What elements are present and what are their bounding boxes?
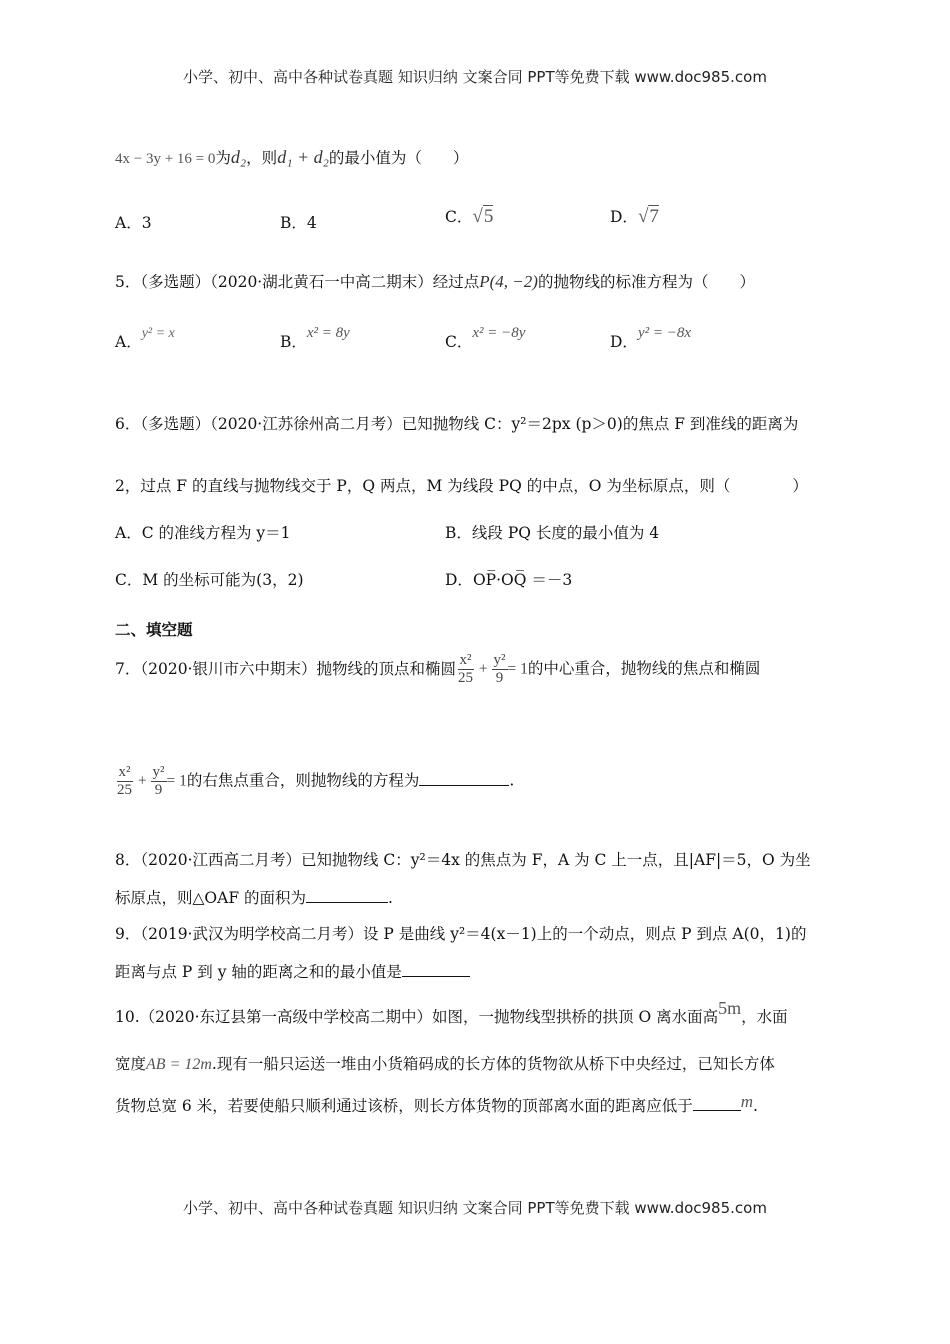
header-banner[interactable]: 小学、初中、高中各种试卷真题 知识归纳 文案合同 PPT等免费下载 www.doc985.com: [183, 68, 767, 86]
q8-stem-line2: 标原点，则△OAF 的面积为 .: [115, 889, 393, 907]
ellipse-fraction-y: $\frac{\text{y²}}{9}$: [493, 652, 506, 686]
q8-stem-line1: 8．（2020·江西高二月考）已知抛物线 C：y²＝4x 的焦点为 F，A 为 C 上一点，且|AF|＝5，O 为坐: [115, 851, 811, 869]
q5-option-b[interactable]: B．x² = 8y: [280, 325, 350, 351]
q6-option-b[interactable]: B．线段 PQ 长度的最小值为 4: [445, 524, 660, 542]
q4-option-c[interactable]: C．√5: [445, 206, 494, 227]
q4-sum-expression: d₁ + d₂: [277, 147, 329, 167]
q4-option-b[interactable]: B．4: [280, 214, 317, 232]
q6-stem-line2: 2，过点 F 的直线与抛物线交于 P，Q 两点，M 为线段 PQ 的中点，O 为坐标原点，则（ ）: [115, 477, 808, 495]
answer-blank[interactable]: [306, 901, 388, 903]
q10-stem-line1: 10.（2020·东辽县第一高级中学校高二期中）如图，一抛物线型拱桥的拱顶 O 离水面高5m，水面: [115, 998, 788, 1026]
section-title: 二、填空题: [115, 621, 193, 639]
q6-option-a[interactable]: A．C 的准线方程为 y＝1: [115, 524, 291, 542]
ellipse-fraction-x: $\frac{\text{x²}}{25}$: [117, 764, 132, 798]
q5-option-c[interactable]: C．x² = −8y: [445, 325, 526, 351]
q4-option-a[interactable]: A．3: [115, 214, 152, 232]
q4-option-d[interactable]: D．√7: [610, 206, 659, 227]
q10-stem-line3: 货物总宽 6 米，若要使船只顺利通过该桥，则长方体货物的顶部离水面的距离应低于 m.: [115, 1092, 758, 1115]
q5-stem: 5．（多选题）（2020·湖北黄石一中高二期末）经过点P(4, −2)的抛物线的标准方程为（ ）: [115, 272, 755, 291]
q6-stem-line1: 6．（多选题）（2020·江苏徐州高二月考）已知抛物线 C：y²＝2px (p＞0)的焦点 F 到准线的距离为: [115, 415, 799, 433]
sqrt-symbol: √5: [472, 206, 494, 227]
q5-point: P(4, −2): [479, 272, 538, 291]
q5-option-d[interactable]: D．y² = −8x: [610, 325, 691, 351]
q9-stem-line1: 9．（2019·武汉为明学校高二月考）设 P 是曲线 y²＝4(x－1)上的一个动点，则点 P 到点 A(0，1)的: [115, 925, 807, 943]
q5-option-a[interactable]: A．y² = x: [115, 326, 175, 351]
q10-stem-line2: 宽度AB = 12m.现有一船只运送一堆由小货箱码成的长方体的货物欲从桥下中央经过，已知长方体: [115, 1055, 775, 1073]
ellipse-fraction-x: $\frac{\text{x²}}{25}$: [458, 652, 473, 686]
q4-stem: 4x − 3y + 16 = 0为d₂，则d₁ + d₂的最小值为（ ）: [115, 147, 469, 167]
q7-stem-line2: $\frac{\text{x²}}{25}$ + $\frac{\text{y²}}{9}$ = 1的右焦点重合，则抛物线的方程为 .: [117, 764, 515, 798]
q6-option-d[interactable]: D．OP̅·OQ̅ ＝－3: [445, 571, 573, 589]
ellipse-fraction-y: $\frac{\text{y²}}{9}$: [152, 764, 165, 798]
answer-blank[interactable]: [402, 975, 470, 977]
sqrt-symbol: √7: [637, 206, 659, 227]
q7-stem-line1: 7．（2020·银川市六中期末）抛物线的顶点和椭圆 $\frac{\text{x²}}{25}$ + $\frac{\text{y²}}{9}$ = 1的中心重合，抛物线的焦点和椭圆: [115, 652, 761, 686]
q4-line-equation: 4x − 3y + 16 = 0: [115, 151, 216, 167]
answer-blank[interactable]: [693, 1109, 741, 1111]
q9-stem-line2: 距离与点 P 到 y 轴的距离之和的最小值是: [115, 960, 470, 982]
q6-option-c[interactable]: C．M 的坐标可能为(3，2): [115, 571, 304, 589]
footer-banner[interactable]: 小学、初中、高中各种试卷真题 知识归纳 文案合同 PPT等免费下载 www.doc985.com: [183, 1199, 767, 1217]
answer-blank[interactable]: [419, 784, 509, 786]
